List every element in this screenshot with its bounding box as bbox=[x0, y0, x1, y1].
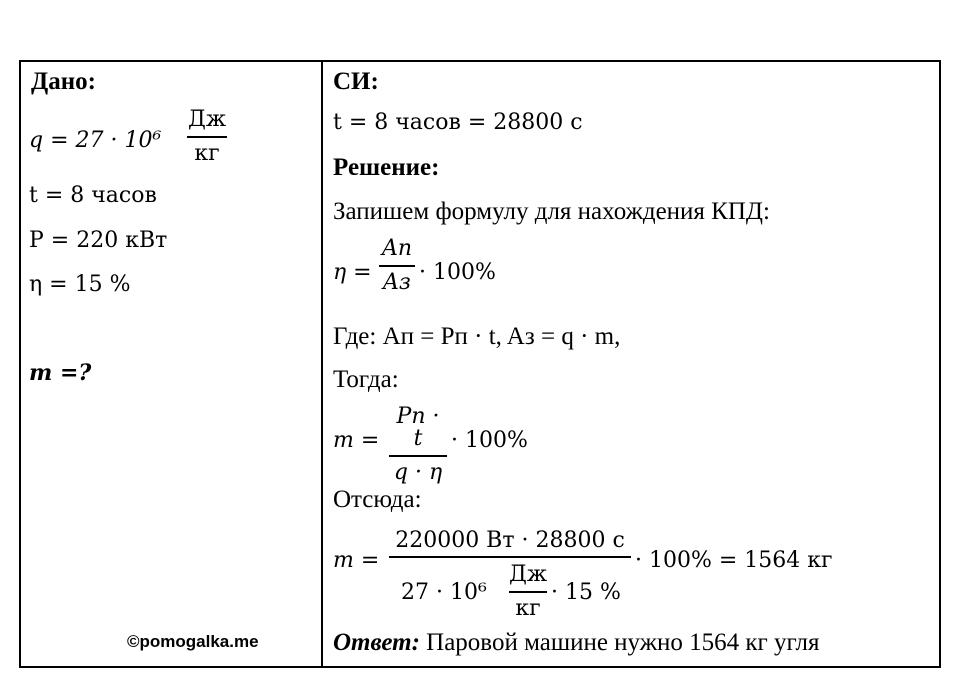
calc-tail: · 100% = 1564 кг bbox=[635, 548, 833, 573]
given-t: t = 8 часов bbox=[29, 183, 157, 208]
si-header: СИ: bbox=[333, 68, 379, 95]
solution-where: Где: Aп = Pп · t, Aз = q · m, bbox=[333, 323, 621, 350]
calc-lhs: m = bbox=[333, 548, 380, 573]
si-t-conversion: t = 8 часов = 28800 с bbox=[333, 110, 583, 135]
eta-denominator: Aз bbox=[383, 270, 411, 295]
given-header: Дано: bbox=[31, 68, 96, 95]
solution-hence: Отсюда: bbox=[333, 486, 422, 513]
calc-numerator: 220000 Вт · 28800 с bbox=[395, 528, 625, 553]
fraction-bar bbox=[509, 591, 547, 593]
unit-numerator: Дж bbox=[187, 107, 227, 132]
solution-header: Решение: bbox=[333, 154, 440, 181]
fraction-bar bbox=[389, 455, 447, 457]
unit-denominator: кг bbox=[515, 596, 541, 621]
given-q-unit bbox=[187, 109, 227, 165]
answer-label: Ответ: bbox=[333, 629, 420, 656]
calc-denominator-unit bbox=[509, 564, 547, 620]
fraction-bar bbox=[187, 136, 227, 138]
calc-fraction bbox=[389, 528, 631, 621]
eta-fraction bbox=[379, 238, 415, 294]
eta-tail: · 100% bbox=[419, 260, 496, 285]
given-find: m =? bbox=[29, 360, 92, 386]
given-eta: η = 15 % bbox=[29, 272, 131, 297]
m-lhs: m = bbox=[333, 428, 380, 453]
unit-numerator: Дж bbox=[509, 562, 548, 587]
solution-then: Тогда: bbox=[333, 366, 399, 393]
m-tail: · 100% bbox=[451, 428, 528, 453]
m-numerator: Pп · t bbox=[396, 404, 440, 451]
m-fraction bbox=[389, 406, 447, 484]
calc-denominator-a: 27 · 10⁶ bbox=[401, 580, 487, 605]
given-P: P = 220 кВт bbox=[29, 228, 168, 253]
m-denominator: q · η bbox=[393, 460, 443, 485]
watermark: ©pomogalka.me bbox=[127, 632, 259, 651]
given-q: q = 27 · 10⁶ bbox=[29, 128, 162, 153]
solution-table bbox=[19, 60, 941, 668]
solution-intro: Запишем формулу для нахождения КПД: bbox=[333, 198, 770, 225]
eta-numerator: Aп bbox=[381, 236, 413, 261]
answer bbox=[333, 630, 819, 655]
eta-lhs: η = bbox=[333, 260, 372, 285]
fraction-bar bbox=[389, 556, 631, 558]
answer-text: Паровой машине нужно 1564 кг угля bbox=[426, 629, 820, 656]
column-divider bbox=[321, 62, 323, 666]
fraction-bar bbox=[379, 265, 415, 267]
unit-denominator: кг bbox=[194, 141, 220, 166]
calc-denominator-b: · 15 % bbox=[551, 580, 621, 605]
